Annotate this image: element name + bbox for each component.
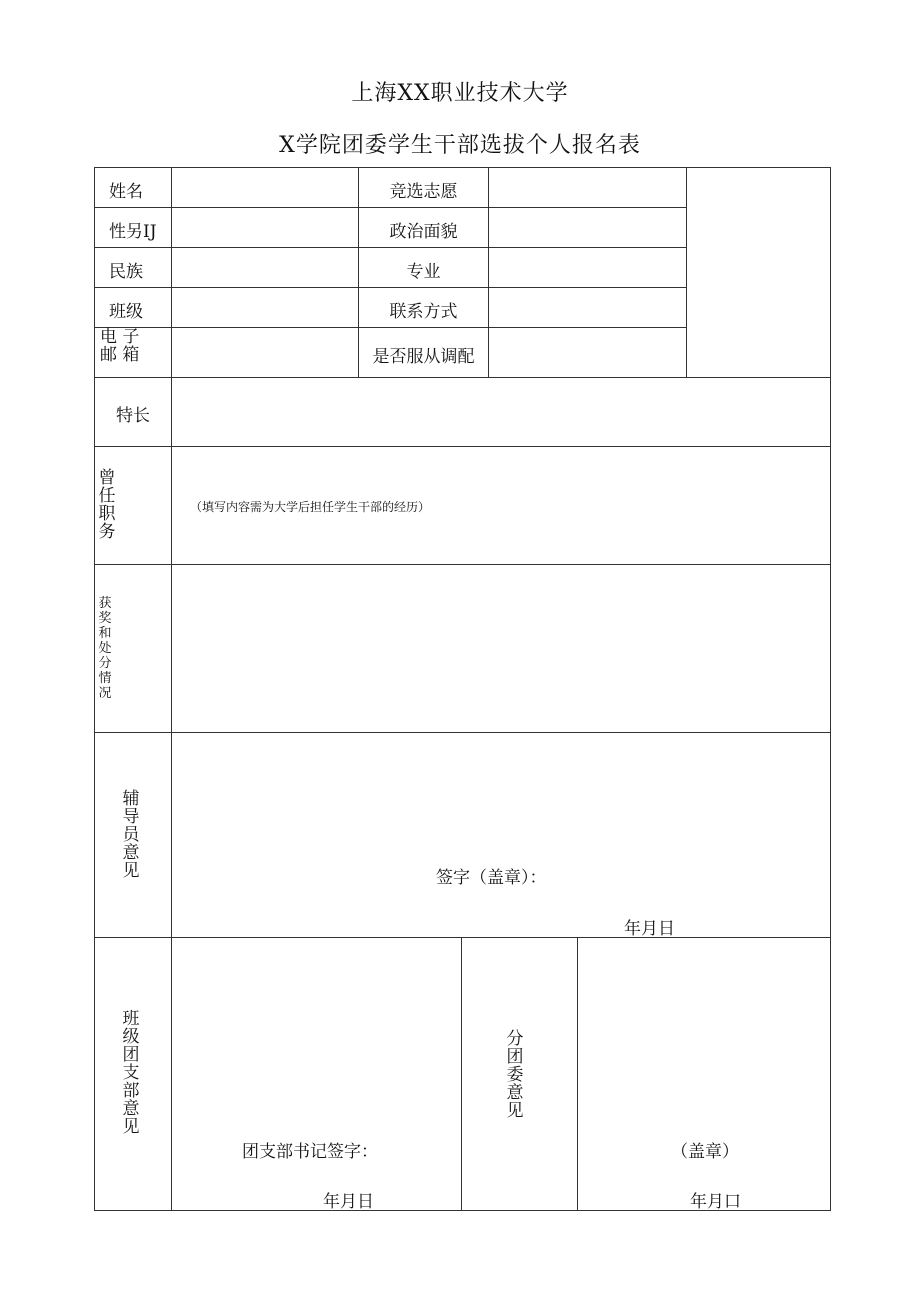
- gender-label: 性另IJ: [109, 222, 157, 242]
- major-label: 专业: [406, 262, 441, 282]
- political-status-field[interactable]: [489, 208, 686, 247]
- specialty-label: 特长: [116, 406, 150, 426]
- counselor-date: 年月日: [624, 919, 675, 939]
- ethnicity-field[interactable]: [172, 248, 358, 287]
- name-label: 姓名: [109, 182, 143, 202]
- document-title: 上海XX职业技术大学: [351, 81, 569, 106]
- email-label-line1: 电 子: [100, 327, 140, 347]
- specialty-field[interactable]: [172, 378, 830, 446]
- branch-opinion-field[interactable]: [172, 938, 461, 1128]
- adjustment-field[interactable]: [489, 328, 686, 377]
- adjustment-label: 是否服从调配: [372, 347, 475, 367]
- committee-date: 年月口: [690, 1192, 741, 1212]
- gender-field[interactable]: [172, 208, 358, 247]
- major-field[interactable]: [489, 248, 686, 287]
- committee-opinion-label: 分团委意见: [506, 1029, 524, 1121]
- email-field[interactable]: [172, 328, 358, 377]
- table-grid-line: [461, 937, 462, 1211]
- name-field[interactable]: [172, 168, 358, 207]
- form-title: X学院团委学生干部选拔个人报名表: [279, 133, 641, 158]
- former-positions-label: 曾任职务: [98, 468, 116, 542]
- branch-opinion-label: 班级团支部意见: [122, 1009, 140, 1137]
- contact-field[interactable]: [489, 288, 686, 327]
- class-label: 班级: [109, 302, 143, 322]
- former-positions-field[interactable]: [172, 447, 830, 564]
- committee-seal-label: （盖章）: [671, 1142, 739, 1162]
- branch-secretary-signature: 团支部书记签字：: [242, 1142, 378, 1162]
- photo-area[interactable]: [687, 168, 830, 377]
- ethnicity-label: 民族: [109, 262, 143, 282]
- branch-date: 年月日: [323, 1192, 374, 1212]
- position-label: 竞选志愿: [389, 182, 458, 202]
- email-label-line2: 邮 箱: [100, 345, 140, 365]
- contact-label: 联系方式: [389, 302, 458, 322]
- awards-field[interactable]: [172, 565, 830, 732]
- counselor-signature-label: 签字（盖章）：: [436, 868, 547, 888]
- counselor-opinion-field[interactable]: [172, 733, 830, 913]
- class-field[interactable]: [172, 288, 358, 327]
- former-positions-note: （填写内容需为大学后担任学生干部的经历）: [190, 500, 431, 514]
- political-status-label: 政治面貌: [389, 222, 458, 242]
- committee-opinion-field[interactable]: [578, 938, 830, 1128]
- awards-label: 获奖和处分情况: [98, 596, 112, 701]
- counselor-opinion-label: 辅导员意见: [122, 789, 140, 881]
- position-field[interactable]: [489, 168, 686, 207]
